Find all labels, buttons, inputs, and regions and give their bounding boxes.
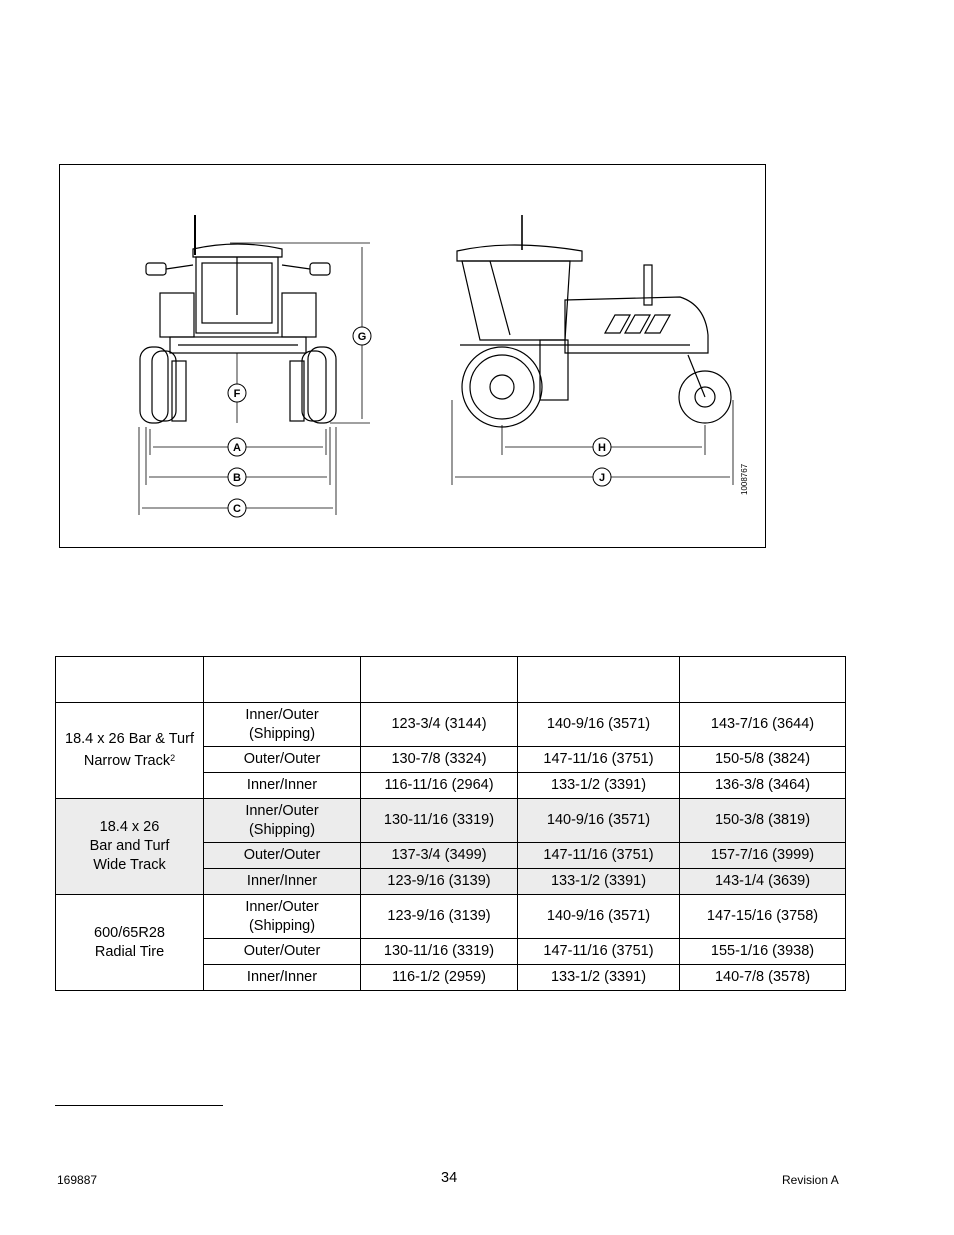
value-cell: 133-1/2 (3391) bbox=[518, 869, 680, 895]
dimension-figure bbox=[59, 164, 766, 548]
label-c: C bbox=[233, 503, 241, 515]
header-cell bbox=[361, 657, 518, 703]
value-cell: 143-7/16 (3644) bbox=[680, 703, 846, 747]
position-cell: Inner/Inner bbox=[204, 965, 361, 991]
header-cell bbox=[518, 657, 680, 703]
table-row bbox=[56, 703, 846, 747]
label-a: A bbox=[233, 442, 241, 454]
value-cell: 133-1/2 (3391) bbox=[518, 965, 680, 991]
footnote-rule bbox=[55, 1105, 223, 1106]
value-cell: 140-9/16 (3571) bbox=[518, 799, 680, 843]
dimensions-table bbox=[55, 656, 846, 991]
position-cell: Inner/Outer (Shipping) bbox=[204, 703, 361, 747]
tire-group-cell: 18.4 x 26 Bar and Turf Wide Track bbox=[56, 799, 204, 895]
value-cell: 130-11/16 (3319) bbox=[361, 939, 518, 965]
value-cell: 137-3/4 (3499) bbox=[361, 843, 518, 869]
label-j: J bbox=[598, 472, 606, 484]
value-cell: 123-9/16 (3139) bbox=[361, 895, 518, 939]
label-b: B bbox=[233, 472, 241, 484]
value-cell: 116-11/16 (2964) bbox=[361, 773, 518, 799]
header-cell bbox=[680, 657, 846, 703]
value-cell: 150-5/8 (3824) bbox=[680, 747, 846, 773]
position-cell: Outer/Outer bbox=[204, 843, 361, 869]
doc-number: 169887 bbox=[57, 1173, 98, 1187]
value-cell: 123-9/16 (3139) bbox=[361, 869, 518, 895]
value-cell: 123-3/4 (3144) bbox=[361, 703, 518, 747]
value-cell: 116-1/2 (2959) bbox=[361, 965, 518, 991]
label-h: H bbox=[598, 442, 606, 454]
value-cell: 147-11/16 (3751) bbox=[518, 747, 680, 773]
windrower-drawing bbox=[60, 165, 767, 549]
label-g: G bbox=[357, 331, 367, 343]
header-cell bbox=[56, 657, 204, 703]
value-cell: 136-3/8 (3464) bbox=[680, 773, 846, 799]
value-cell: 155-1/16 (3938) bbox=[680, 939, 846, 965]
figure-id: 1008767 bbox=[740, 463, 749, 495]
value-cell: 130-7/8 (3324) bbox=[361, 747, 518, 773]
value-cell: 133-1/2 (3391) bbox=[518, 773, 680, 799]
value-cell: 143-1/4 (3639) bbox=[680, 869, 846, 895]
value-cell: 150-3/8 (3819) bbox=[680, 799, 846, 843]
revision: Revision A bbox=[782, 1173, 839, 1187]
value-cell: 157-7/16 (3999) bbox=[680, 843, 846, 869]
tire-group-cell: 600/65R28 Radial Tire bbox=[56, 895, 204, 991]
position-cell: Inner/Outer (Shipping) bbox=[204, 799, 361, 843]
tire-group-cell: 18.4 x 26 Bar & Turf Narrow Track$^2$ bbox=[56, 703, 204, 799]
value-cell: 147-11/16 (3751) bbox=[518, 939, 680, 965]
label-f: F bbox=[233, 388, 241, 400]
value-cell: 130-11/16 (3319) bbox=[361, 799, 518, 843]
value-cell: 140-7/8 (3578) bbox=[680, 965, 846, 991]
position-cell: Inner/Inner bbox=[204, 773, 361, 799]
position-cell: Outer/Outer bbox=[204, 747, 361, 773]
position-cell: Inner/Inner bbox=[204, 869, 361, 895]
page-number: 34 bbox=[441, 1170, 458, 1186]
header-cell bbox=[204, 657, 361, 703]
value-cell: 147-15/16 (3758) bbox=[680, 895, 846, 939]
position-cell: Outer/Outer bbox=[204, 939, 361, 965]
value-cell: 147-11/16 (3751) bbox=[518, 843, 680, 869]
table-row bbox=[56, 799, 846, 843]
value-cell: 140-9/16 (3571) bbox=[518, 895, 680, 939]
table-header-row bbox=[56, 657, 846, 703]
position-cell: Inner/Outer (Shipping) bbox=[204, 895, 361, 939]
table-row bbox=[56, 895, 846, 939]
value-cell: 140-9/16 (3571) bbox=[518, 703, 680, 747]
